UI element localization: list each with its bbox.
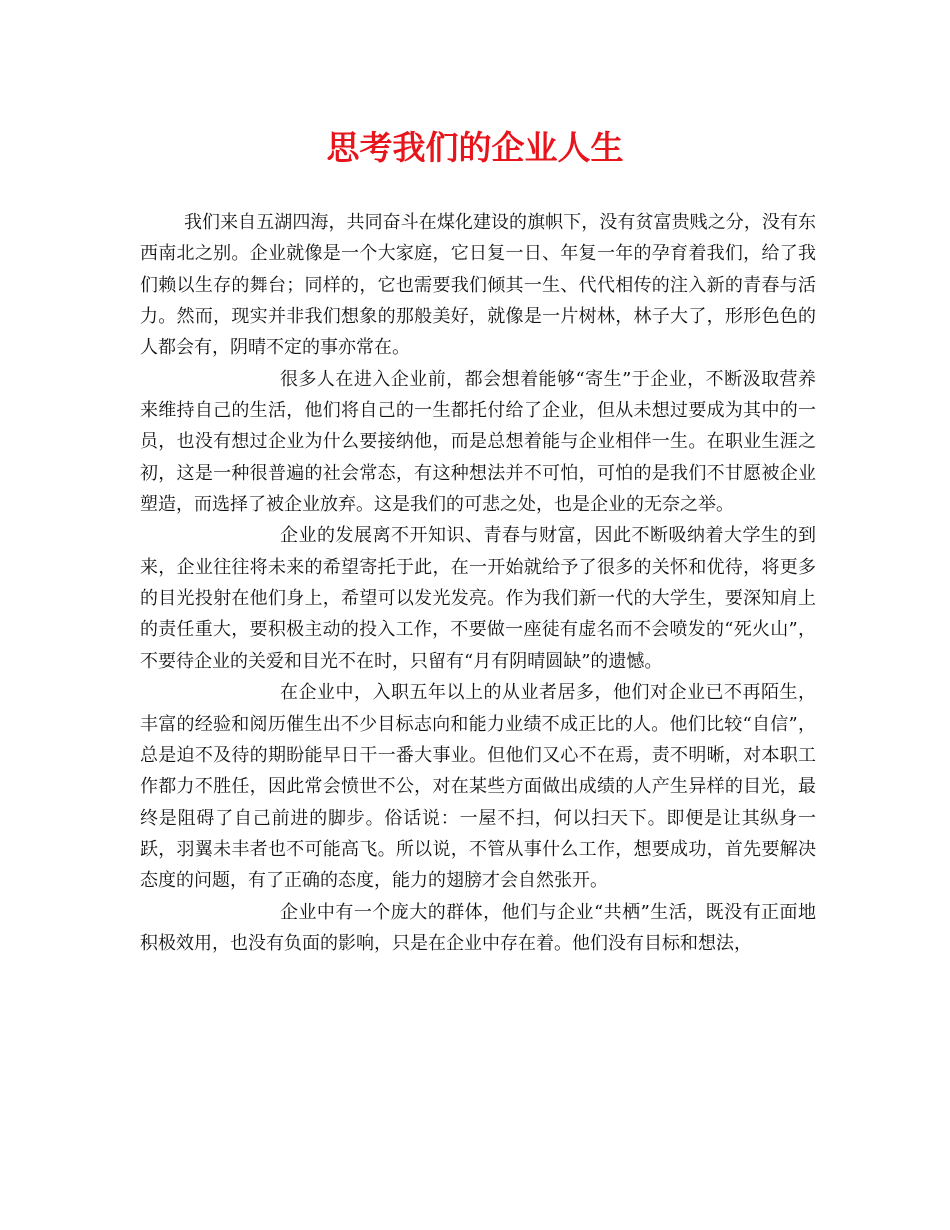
document-title: 思考我们的企业人生 <box>326 128 624 167</box>
paragraph-4: 在企业中，入职五年以上的从业者居多，他们对企业已不再陌生，丰富的经验和阅历催生出不少目标志向和能力业绩不成正比的人。他们比较“自信”，总是迫不及待的期盼能早日干一番大事业。但他们又心不在焉，责不明晰，对本职工作都力不胜任，因此常会愤世不公，对在某些方面做出成绩的人产生异样的目光，最终是阻碍了自己前进的脚步。俗话说：一屋不扫，何以扫天下。即便是让其纵身一跃，羽翼未丰者也不可能高飞。所以说，不管从事什么工作，想要成功，首先要解决态度的问题，有了正确的态度，能力的翅膀才会自然张开。 <box>140 682 816 892</box>
paragraph-1: 我们来自五湖四海，共同奋斗在煤化建设的旗帜下，没有贫富贵贱之分，没有东西南北之别。企业就像是一个大家庭，它日复一日、年复一年的孕育着我们，给了我们赖以生存的舞台；同样的，它也需要我们倾其一生、代代相传的注入新的青春与活力。然而，现实并非我们想象的那般美好，就像是一片树林，林子大了，形形色色的人都会有，阴晴不定的事亦常在。 <box>140 212 816 359</box>
paragraph-3: 企业的发展离不开知识、青春与财富，因此不断吸纳着大学生的到来，企业往往将未来的希望寄托于此，在一开始就给予了很多的关怀和优待，将更多的目光投射在他们身上，希望可以发光发亮。作为我们新一代的大学生，要深知肩上的责任重大，要积极主动的投入工作，不要做一座徒有虚名而不会喷发的“死火山”，不要待企业的关爱和目光不在时，只留有“月有阴晴圆缺”的遗憾。 <box>140 525 816 672</box>
paragraph-2: 很多人在进入企业前，都会想着能够“寄生”于企业，不断汲取营养来维持自己的生活，他们将自己的一生都托付给了企业，但从未想过要成为其中的一员，也没有想过企业为什么要接纳他，而是总想着能与企业相伴一生。在职业生涯之初，这是一种很普遍的社会常态，有这种想法并不可怕，可怕的是我们不甘愿被企业塑造，而选择了被企业放弃。这是我们的可悲之处，也是企业的无奈之举。 <box>140 368 816 516</box>
document-body <box>140 207 816 959</box>
paragraph-5: 企业中有一个庞大的群体，他们与企业“共栖”生活，既没有正面地积极效用，也没有负面的影响，只是在企业中存在着。他们没有目标和想法， <box>140 901 816 954</box>
